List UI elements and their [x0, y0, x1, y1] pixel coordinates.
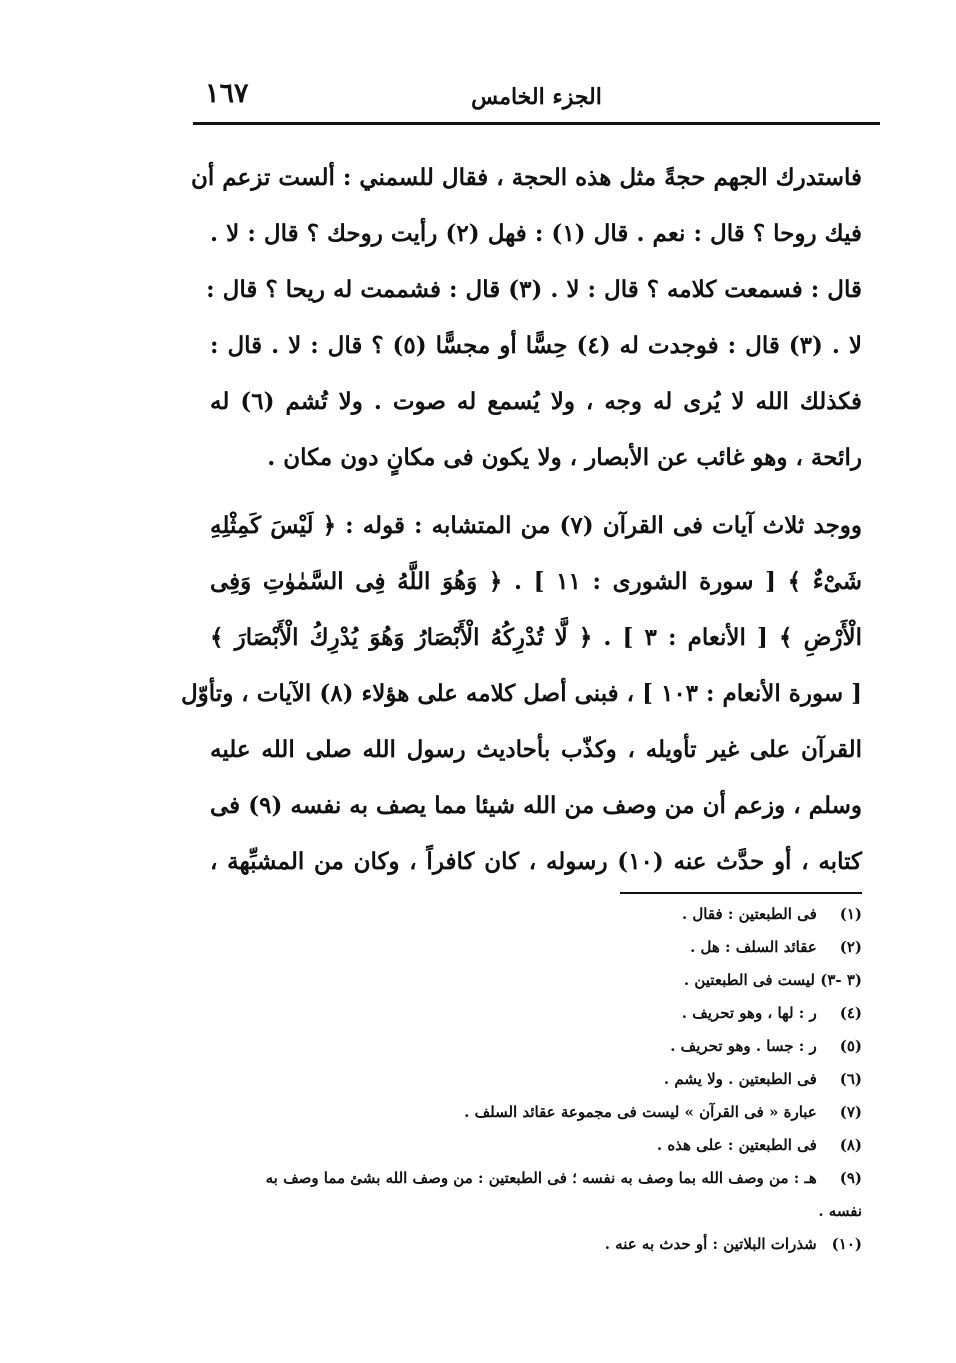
footnote-number: (٩): [839, 1169, 862, 1187]
footnote-number: (١): [839, 905, 862, 923]
footnote-text: هـ : من وصف الله بما وصف به نفسه ؛ فى الطبعتين : من وصف الله بشئ مما وصف به: [265, 1169, 817, 1187]
header-rule: [193, 122, 880, 125]
footnote: [195, 931, 862, 964]
footnote: [195, 1030, 862, 1063]
footnote: [195, 1063, 862, 1096]
footnote: [195, 964, 862, 997]
footnote: [195, 997, 862, 1030]
footnote-number: (٨): [839, 1136, 862, 1154]
body-line: وسلم ، وزعم أن من وصف من الله شيئا مما يصف به نفسه (٩) فى: [210, 792, 863, 819]
footnote: [195, 1129, 862, 1162]
footnote: [195, 898, 862, 931]
body-line: رائحة ، وهو غائب عن الأبصار ، ولا يكون فى مكانٍ دون مكان .: [267, 444, 862, 471]
body-line: فيك روحا ؟ قال : نعم . قال (١) : فهل (٢) رأيت روحك ؟ قال : لا .: [210, 220, 863, 247]
footnote-text: عبارة « فى القرآن » ليست فى مجموعة عقائد السلف .: [464, 1103, 817, 1121]
body-line: شَىْءٌ ﴾ [ سورة الشورى : ١١ ] . ﴿ وَهُوَ اللَّهُ فِى السَّمٰوٰتِ وَفِى: [210, 568, 862, 595]
footnotes: [195, 898, 862, 1261]
footnote-text: فى الطبعتين : على هذه .: [656, 1136, 817, 1154]
body-text: [180, 150, 863, 890]
footnote-text: شذرات البلاتين : أو حدث به عنه .: [604, 1235, 817, 1253]
footnote: [195, 1228, 862, 1261]
footnote: [195, 1096, 862, 1129]
footnote-text: نفسه .: [818, 1202, 862, 1220]
body-line: لا . (٣) قال : فوجدت له (٤) حِسًّا أو مجسًّا (٥) ؟ قال : لا . قال :: [210, 332, 862, 359]
footnote-text: فى الطبعتين . ولا يشم .: [663, 1070, 817, 1088]
body-line: ووجد ثلاث آيات فى القرآن (٧) من المتشابه : قوله : ﴿ لَيْسَ كَمِثْلِهِ: [210, 512, 862, 539]
footnote: [195, 1162, 862, 1195]
body-line: القرآن على غير تأويله ، وكذّب بأحاديث رسول الله صلى الله عليه: [210, 736, 862, 763]
footnote-number: (٧): [839, 1103, 862, 1121]
running-head: الجزء الخامس: [471, 84, 602, 110]
footnote-number: (٢): [839, 938, 862, 956]
footnote-number: (٤): [839, 1004, 862, 1022]
page-header: [193, 70, 880, 120]
footnote-text: ليست فى الطبعتين .: [683, 971, 815, 989]
footnote-text: ر : لها ، وهو تحريف .: [681, 1004, 817, 1022]
footnote-text: ر : جسا . وهو تحريف .: [670, 1037, 817, 1055]
footnote-number: (١٠): [831, 1235, 862, 1253]
footnote-text: فى الطبعتين : فقال .: [681, 905, 817, 923]
body-line: فاستدرك الجهم حجةً مثل هذه الحجة ، فقال للسمني : ألست تزعم أن: [190, 164, 862, 191]
body-line: كتابه ، أو حدَّث عنه (١٠) رسوله ، كان كافراً ، وكان من المشبِّهة ،: [210, 848, 862, 875]
page-number: ١٦٧: [205, 78, 249, 109]
paragraph-gap: [210, 486, 862, 498]
footnote-number: (٣ -٣): [820, 971, 862, 989]
footnote-continuation: [195, 1195, 862, 1228]
footnote-text: عقائد السلف : هل .: [690, 938, 817, 956]
footnote-number: (٥): [839, 1037, 862, 1055]
body-line: فكذلك الله لا يُرى له وجه ، ولا يُسمع له صوت . ولا تُشم (٦) له: [210, 388, 862, 415]
footnote-number: (٦): [839, 1070, 862, 1088]
body-line: قال : فسمعت كلامه ؟ قال : لا . (٣) قال : فشممت له ريحا ؟ قال :: [206, 276, 862, 303]
body-line: الْأَرْضِ ﴾ [ الأنعام : ٣ ] . ﴿ لَّا تُدْرِكُهُ الْأَبْصَارُ وَهُوَ يُدْرِكُ الْأَبْصَارَ ﴾: [210, 624, 862, 651]
body-line: [ سورة الأنعام : ١٠٣ ] ، فبنى أصل كلامه على هؤلاء (٨) الآيات ، وتأوّل: [180, 680, 862, 707]
footnote-rule: [620, 892, 862, 894]
